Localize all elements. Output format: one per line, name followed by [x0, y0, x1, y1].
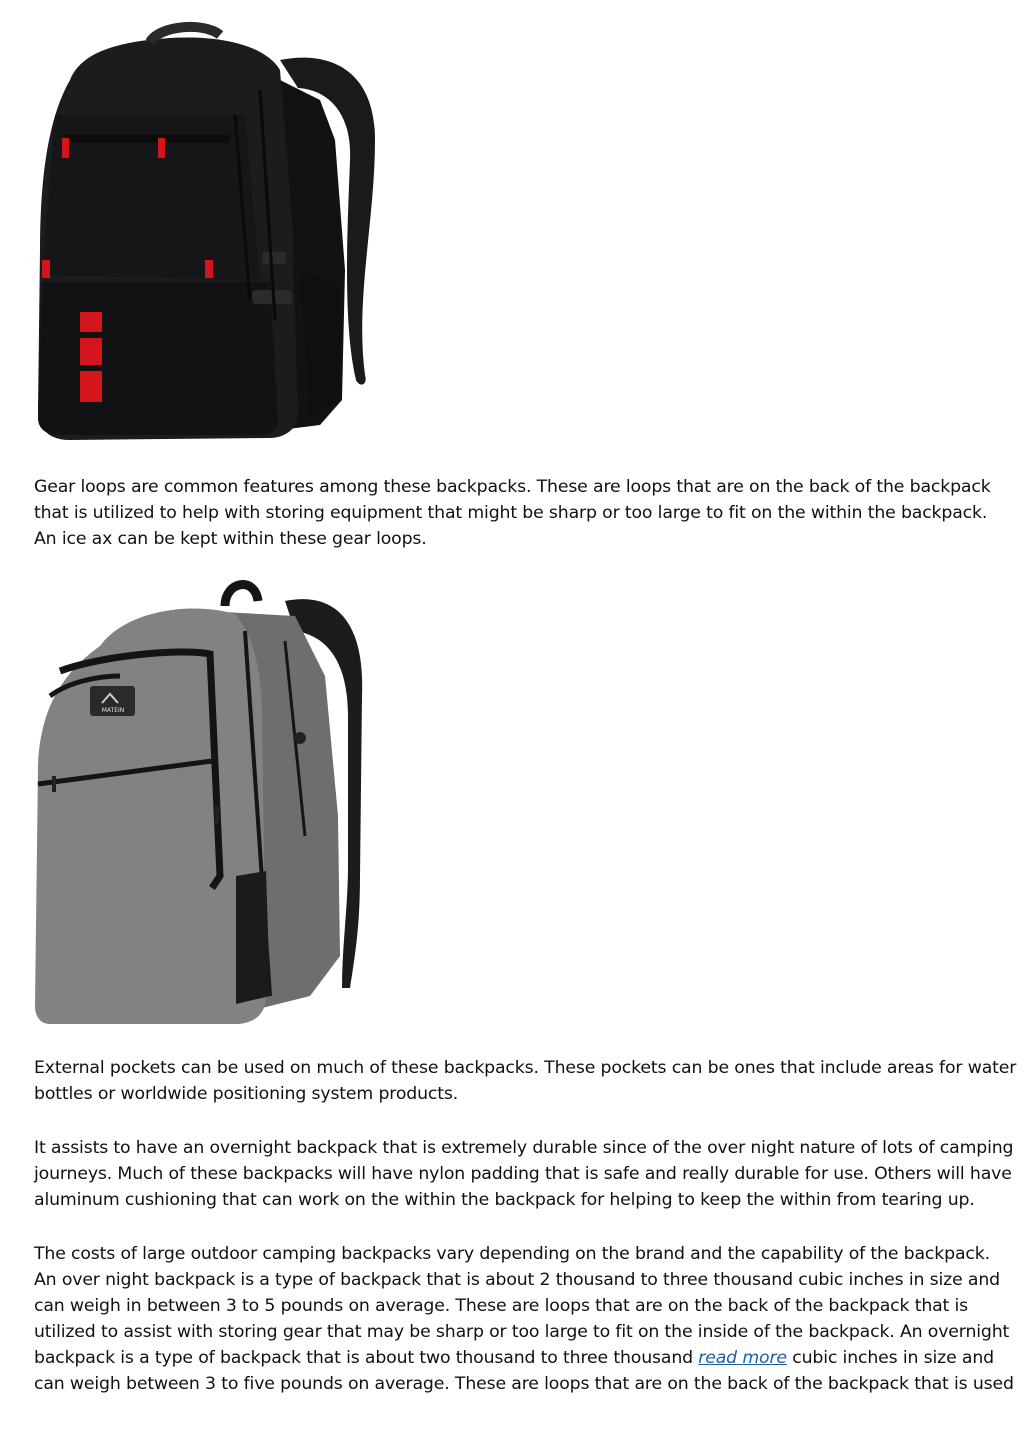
black-backpack-image [30, 20, 380, 445]
text-line: Gear loops are common features among these backpacks. These are loops that are on the back of the backpack [34, 477, 991, 497]
text-fragment: backpack is a type of backpack that is about two thousand to three thousand [34, 1348, 699, 1368]
black-backpack-illustration [30, 20, 380, 445]
text-line: An over night backpack is a type of backpack that is about 2 thousand to three thousand cubic inches in size and [34, 1270, 1000, 1290]
grey-backpack-image [30, 576, 380, 1026]
text-line: bottles or worldwide positioning system products. [34, 1084, 459, 1104]
text-line: aluminum cushioning that can work on the within the backpack for helping to keep the within from tearing up. [34, 1190, 975, 1210]
text-line: It assists to have an overnight backpack that is extremely durable since of the over night nature of lots of camping [34, 1138, 1014, 1158]
text-line: The costs of large outdoor camping backpacks vary depending on the brand and the capability of the backpack. [34, 1244, 990, 1264]
text-line: that is utilized to help with storing equipment that might be sharp or too large to fit on the within the backpack. [34, 503, 988, 523]
paragraph-external-pockets [34, 1055, 1017, 1107]
text-line: utilized to assist with storing gear that may be sharp or too large to fit on the inside of the backpack. An overnight [34, 1322, 1010, 1342]
read-more-link[interactable]: read more [698, 1348, 787, 1368]
text-line: journeys. Much of these backpacks will have nylon padding that is safe and really durable for use. Others will have [34, 1164, 1012, 1184]
text-fragment: cubic inches in size and [786, 1348, 994, 1368]
paragraph-gear-loops [34, 474, 994, 552]
paragraph-costs [34, 1241, 1014, 1397]
text-line: can weigh between 3 to five pounds on average. These are loops that are on the back of the backpack that is used [34, 1374, 1014, 1394]
text-line: External pockets can be used on much of these backpacks. These pockets can be ones that include areas for water [34, 1058, 1017, 1078]
grey-backpack-illustration [30, 576, 380, 1026]
text-line-with-link [34, 1345, 994, 1371]
brand-label: MATEIN [101, 707, 125, 714]
text-line: An ice ax can be kept within these gear loops. [34, 529, 427, 549]
paragraph-durability [34, 1135, 1014, 1213]
text-line: can weigh in between 3 to 5 pounds on average. These are loops that are on the back of the backpack that is [34, 1296, 969, 1316]
